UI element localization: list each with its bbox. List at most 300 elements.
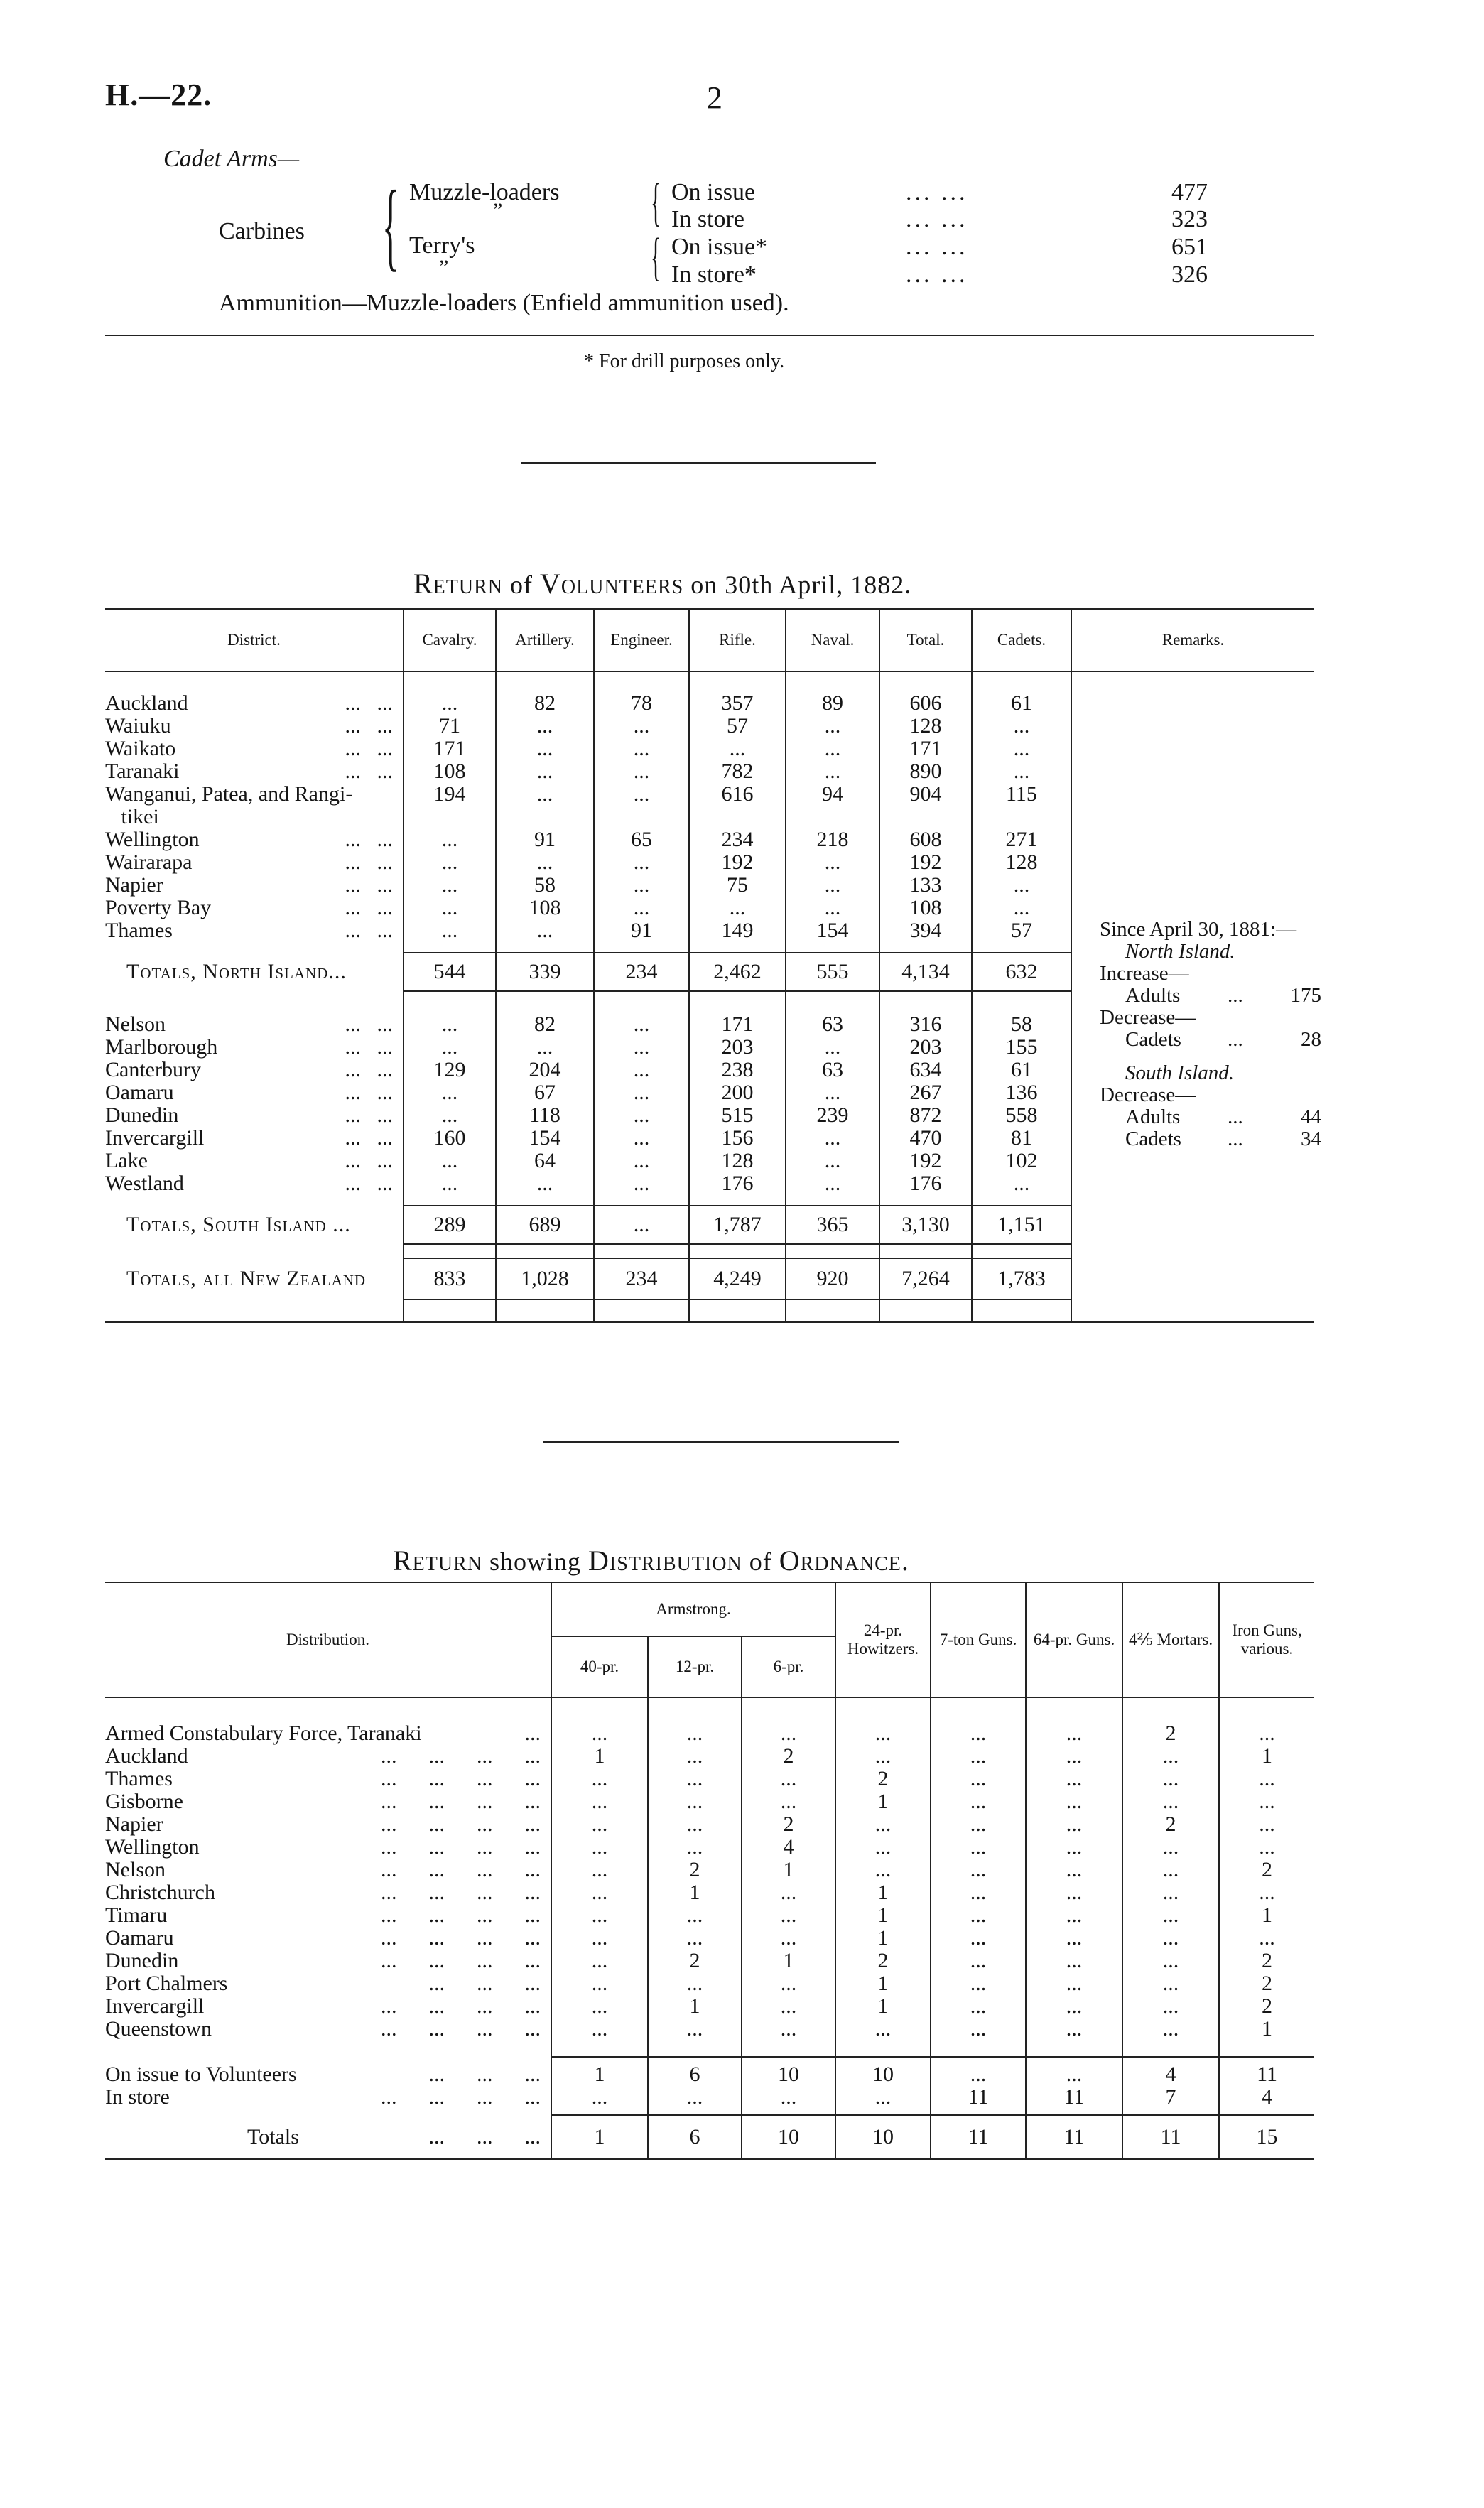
table-cell: ... <box>1122 1995 1219 2018</box>
table-cell: 11 <box>931 2086 1026 2109</box>
row-label: Invercargill <box>105 1126 205 1150</box>
table-cell: 128 <box>972 851 1071 874</box>
table-cell: ... <box>972 874 1071 897</box>
row-label-cell <box>105 2063 551 2086</box>
table-cell: ... <box>594 1036 689 1059</box>
table-cell: 1 <box>835 1790 931 1813</box>
dot-leader: ... ... ... ... <box>381 1949 541 1972</box>
row-label-cell <box>105 2018 551 2041</box>
table-cell: ... <box>404 874 496 897</box>
remarks-block <box>1100 918 1321 1150</box>
table-cell: ... <box>786 874 879 897</box>
table-row <box>105 1790 1314 1813</box>
remarks-cell <box>1071 1150 1314 1172</box>
row-label-cell <box>105 760 404 783</box>
table-cell: ... <box>1219 1813 1314 1836</box>
table-bottom-rule <box>105 2158 1314 2160</box>
table-cell: 606 <box>879 692 972 715</box>
spacer-row <box>105 671 1314 692</box>
row-label-cell <box>105 1995 551 2018</box>
totals-cell: 234 <box>594 953 689 991</box>
dot-leader: ... ... <box>345 1012 393 1036</box>
table-cell: ... <box>594 760 689 783</box>
table-cell: ... <box>931 2063 1026 2086</box>
table-cell: 890 <box>879 760 972 783</box>
table-cell: 194 <box>404 783 496 806</box>
totals-label: Totals, South Island ... <box>126 1213 351 1236</box>
page-number: 2 <box>707 80 722 115</box>
dot-leader: ... ... <box>345 1035 393 1059</box>
table-row <box>105 851 1314 874</box>
table-cell <box>972 806 1071 828</box>
table-cell: ... <box>594 1127 689 1150</box>
totals-row <box>105 2115 1314 2158</box>
totals-cell: 11 <box>1122 2115 1219 2158</box>
table-cell: ... <box>404 897 496 919</box>
table-cell <box>786 806 879 828</box>
table-cell: ... <box>648 1722 742 1745</box>
remarks-text: Adults <box>1125 1106 1181 1128</box>
row-label: In store <box>105 2085 170 2109</box>
totals-cell: 10 <box>835 2115 931 2158</box>
table-cell: ... <box>404 1081 496 1104</box>
table-cell: 78 <box>594 692 689 715</box>
table-cell: ... <box>931 1768 1026 1790</box>
table-cell: ... <box>496 783 594 806</box>
table-cell: ... <box>1219 1722 1314 1745</box>
table-cell: ... <box>786 1127 879 1150</box>
remarks-line <box>1100 1128 1321 1150</box>
table-row <box>105 715 1314 737</box>
table-cell: 2 <box>648 1950 742 1972</box>
remarks-cell <box>1071 737 1314 760</box>
totals-cell: 4,134 <box>879 953 972 991</box>
remarks-line <box>1100 1084 1313 1106</box>
table-cell: 7 <box>1122 2086 1219 2109</box>
table-cell: ... <box>931 1836 1026 1859</box>
carbine-count: 651 <box>1171 234 1208 260</box>
row-label: Poverty Bay <box>105 896 212 919</box>
title-word: of <box>510 571 534 599</box>
remarks-cell <box>1071 874 1314 897</box>
table-cell: 782 <box>689 760 786 783</box>
table-cell: ... <box>742 1768 835 1790</box>
spacer-row <box>105 1698 1314 1722</box>
table-cell: 133 <box>879 874 972 897</box>
table-cell: 316 <box>879 1013 972 1036</box>
table-cell: ... <box>835 1745 931 1768</box>
table-cell: 11 <box>1219 2063 1314 2086</box>
table-cell: 89 <box>786 692 879 715</box>
table-cell: ... <box>1026 1950 1122 1972</box>
table-cell: 94 <box>786 783 879 806</box>
table-cell: ... <box>496 919 594 942</box>
table-cell: 2 <box>1219 1972 1314 1995</box>
table-cell: ... <box>551 1813 648 1836</box>
col-header-distribution: Distribution. <box>286 1631 369 1648</box>
table-cell: 470 <box>879 1127 972 1150</box>
table-cell: ... <box>689 737 786 760</box>
table-cell: 872 <box>879 1104 972 1127</box>
table-cell: 192 <box>879 851 972 874</box>
table-row <box>105 1813 1314 1836</box>
table-cell <box>879 806 972 828</box>
table-cell: ... <box>835 1722 931 1745</box>
row-label: Lake <box>105 1149 148 1172</box>
table-cell: ... <box>496 1172 594 1195</box>
table-cell: ... <box>1026 1790 1122 1813</box>
table-cell: ... <box>551 1927 648 1950</box>
col-header-40pr: 40-pr. <box>551 1636 648 1697</box>
dot-leader: ... ... ... ... <box>381 1767 541 1790</box>
row-label-cell <box>105 874 404 897</box>
table-cell: 1 <box>835 1927 931 1950</box>
table-cell: ... <box>1219 1790 1314 1813</box>
ammunition-note: Ammunition—Muzzle-loaders (Enfield ammunition used). <box>219 290 789 316</box>
remarks-cell <box>1071 1206 1314 1244</box>
carbine-status: In store <box>671 206 744 232</box>
table-cell: ... <box>742 1722 835 1745</box>
table-cell: ... <box>594 874 689 897</box>
table-cell: ... <box>404 1150 496 1172</box>
table-cell: ... <box>786 897 879 919</box>
table-cell: 6 <box>648 2063 742 2086</box>
table-cell: ... <box>931 1745 1026 1768</box>
table-cell <box>594 806 689 828</box>
table-cell: ... <box>742 1972 835 1995</box>
row-label-cell <box>105 1813 551 1836</box>
remarks-text: Decrease— <box>1100 1083 1196 1106</box>
table-cell: ... <box>1122 2018 1219 2041</box>
small-brace: { <box>651 228 661 286</box>
table-cell <box>404 806 496 828</box>
table-cell: 11 <box>1026 2086 1122 2109</box>
table-cell: 1 <box>648 1881 742 1904</box>
table-cell: ... <box>404 1036 496 1059</box>
table-cell: ... <box>1219 1836 1314 1859</box>
spacer-row <box>105 1244 1314 1258</box>
table-cell: 1 <box>1219 1904 1314 1927</box>
col-header-iron-guns: Iron Guns, various. <box>1219 1583 1314 1697</box>
table-cell: 154 <box>786 919 879 942</box>
totals-cell: 7,264 <box>879 1258 972 1299</box>
table-cell: ... <box>594 737 689 760</box>
table-cell: 58 <box>496 874 594 897</box>
table-cell: ... <box>931 1950 1026 1972</box>
table-cell: 192 <box>689 851 786 874</box>
remarks-cell <box>1071 760 1314 783</box>
row-label-cell <box>105 897 404 919</box>
dot-leader: ... ... <box>345 896 393 919</box>
row-label: Oamaru <box>105 1081 174 1104</box>
table-cell: 108 <box>879 897 972 919</box>
table-cell: 71 <box>404 715 496 737</box>
table-cell: ... <box>404 1172 496 1195</box>
title-word: Ordnance. <box>779 1545 909 1577</box>
terrys-label: Terry's <box>409 232 475 259</box>
table-cell: ... <box>551 2018 648 2041</box>
table-cell: 91 <box>594 919 689 942</box>
table-cell: ... <box>648 2018 742 2041</box>
totals-cell: 544 <box>404 953 496 991</box>
totals-cell: 1,787 <box>689 1206 786 1244</box>
table-cell: ... <box>786 1172 879 1195</box>
table-cell: ... <box>931 1790 1026 1813</box>
table-cell: 10 <box>742 2063 835 2086</box>
dot-leader: ... ... ... <box>428 1972 541 1995</box>
table-cell: ... <box>1219 1768 1314 1790</box>
row-label: Wairarapa <box>105 850 193 874</box>
table-row <box>105 874 1314 897</box>
totals-label: Totals, all New Zealand <box>126 1267 367 1290</box>
table-cell: 1 <box>835 1881 931 1904</box>
dot-leader: ... ... <box>345 691 393 715</box>
table-cell: ... <box>1122 1790 1219 1813</box>
table-cell: ... <box>496 851 594 874</box>
row-label: Christchurch <box>105 1881 215 1904</box>
table-cell: 61 <box>972 692 1071 715</box>
row-label: On issue to Volunteers <box>105 2063 297 2086</box>
row-label: Napier <box>105 873 163 897</box>
table-cell: 4 <box>1122 2063 1219 2086</box>
totals-cell: 1,028 <box>496 1258 594 1299</box>
table-cell: ... <box>1122 1859 1219 1881</box>
table-cell: 1 <box>1219 1745 1314 1768</box>
ordnance-title <box>393 1544 909 1577</box>
volunteers-table-wrap <box>105 608 1321 1323</box>
dot-leader: ... ... ... ... <box>381 1994 541 2018</box>
table-cell: 357 <box>689 692 786 715</box>
remarks-line <box>1100 1062 1313 1084</box>
col-header-mortars: 4⅖ Mortars. <box>1122 1583 1219 1697</box>
remarks-line <box>1100 1106 1321 1128</box>
table-cell: ... <box>931 1995 1026 2018</box>
table-row <box>105 1722 1314 1745</box>
ditto-mark: ” <box>493 199 503 222</box>
table-cell: 108 <box>404 760 496 783</box>
row-label-cell <box>105 828 404 851</box>
row-label-cell <box>105 851 404 874</box>
table-cell: ... <box>931 1927 1026 1950</box>
table-cell: 82 <box>496 692 594 715</box>
col-header-naval: Naval. <box>786 610 879 671</box>
cadet-arms-title: Cadet Arms— <box>163 146 300 172</box>
remarks-line <box>1100 919 1313 941</box>
table-cell: ... <box>786 737 879 760</box>
table-cell: ... <box>648 1972 742 1995</box>
spacer-row <box>105 2041 1314 2057</box>
row-label: Invercargill <box>105 1994 205 2018</box>
table-cell: ... <box>551 1881 648 1904</box>
row-label: Wellington <box>105 828 200 851</box>
table-row <box>105 1950 1314 1972</box>
table-cell: ... <box>1026 1813 1122 1836</box>
row-label: Wanganui, Patea, and Rangi- <box>105 782 353 806</box>
totals-cell: 3,130 <box>879 1206 972 1244</box>
row-label: Thames <box>105 919 173 942</box>
volunteers-title <box>413 567 911 600</box>
remarks-value: 44 <box>1301 1106 1321 1128</box>
table-cell: ... <box>786 1036 879 1059</box>
row-label-cell <box>105 715 404 737</box>
row-label: Dunedin <box>105 1103 179 1127</box>
table-cell: 171 <box>689 1013 786 1036</box>
table-cell: ... <box>551 2086 648 2109</box>
carbine-count: 477 <box>1171 179 1208 205</box>
col-header-rifle: Rifle. <box>689 610 786 671</box>
table-cell: 1 <box>551 2063 648 2086</box>
totals-row <box>105 1258 1314 1299</box>
table-row <box>105 1972 1314 1995</box>
table-cell: ... <box>742 1881 835 1904</box>
table-cell: ... <box>786 715 879 737</box>
table-cell: 1 <box>648 1995 742 2018</box>
table-cell <box>496 806 594 828</box>
table-cell: ... <box>1026 2063 1122 2086</box>
table-cell: 2 <box>742 1745 835 1768</box>
title-word: Return <box>413 568 504 600</box>
table-row <box>105 1927 1314 1950</box>
totals-cell: 339 <box>496 953 594 991</box>
table-cell: ... <box>648 1904 742 1927</box>
table-cell: ... <box>1122 1836 1219 1859</box>
row-label: Wellington <box>105 1835 200 1859</box>
table-cell: 238 <box>689 1059 786 1081</box>
col-header-armstrong: Armstrong. <box>551 1583 835 1636</box>
table-cell: ... <box>551 1768 648 1790</box>
row-label: Dunedin <box>105 1949 179 1972</box>
row-label: Auckland <box>105 691 188 715</box>
table-row <box>105 1995 1314 2018</box>
footnote: * For drill purposes only. <box>584 350 785 372</box>
table-row <box>105 737 1314 760</box>
table-cell: ... <box>742 1790 835 1813</box>
dot-leader: ... <box>1228 1128 1243 1150</box>
table-cell: ... <box>835 1859 931 1881</box>
table-cell: 64 <box>496 1150 594 1172</box>
table-cell: ... <box>551 1859 648 1881</box>
remarks-line <box>1100 1007 1313 1029</box>
table-cell: ... <box>1026 1859 1122 1881</box>
spacer-row <box>105 2109 1314 2115</box>
table-cell: 102 <box>972 1150 1071 1172</box>
dot-leader: ... ... <box>345 919 393 942</box>
col-header-total: Total. <box>879 610 972 671</box>
table-cell: ... <box>931 1859 1026 1881</box>
table-cell: 81 <box>972 1127 1071 1150</box>
table-cell: 136 <box>972 1081 1071 1104</box>
row-label-cell <box>105 1790 551 1813</box>
row-label: tikei <box>105 805 159 828</box>
remarks-line <box>1100 941 1313 963</box>
table-row <box>105 1881 1314 1904</box>
header-row <box>105 1583 1314 1636</box>
col-header-engineer: Engineer. <box>594 610 689 671</box>
table-cell: 2 <box>1219 1995 1314 2018</box>
table-cell: ... <box>1122 1950 1219 1972</box>
table-cell: ... <box>1026 2018 1122 2041</box>
table-cell: ... <box>742 1927 835 1950</box>
table-cell: 2 <box>1219 1859 1314 1881</box>
table-cell: ... <box>742 1904 835 1927</box>
table-cell <box>689 806 786 828</box>
table-cell: ... <box>594 1172 689 1195</box>
table-cell: ... <box>972 737 1071 760</box>
table-cell: 2 <box>835 1768 931 1790</box>
table-cell: ... <box>594 1150 689 1172</box>
table-cell: ... <box>972 897 1071 919</box>
table-cell: ... <box>404 1104 496 1127</box>
col-header-artillery: Artillery. <box>496 610 594 671</box>
table-row <box>105 1836 1314 1859</box>
table-cell: ... <box>1026 1904 1122 1927</box>
table-cell: 192 <box>879 1150 972 1172</box>
col-header-district: District. <box>105 610 404 671</box>
totals-label: Totals, North Island... <box>126 960 347 983</box>
totals-cell: 234 <box>594 1258 689 1299</box>
table-cell: 204 <box>496 1059 594 1081</box>
dot-leader: ... ... <box>345 850 393 874</box>
table-cell: 155 <box>972 1036 1071 1059</box>
row-label-cell <box>105 1081 404 1104</box>
table-cell: 616 <box>689 783 786 806</box>
title-word: of <box>749 1547 772 1576</box>
table-cell: ... <box>931 1972 1026 1995</box>
table-cell: 2 <box>1219 1950 1314 1972</box>
table-cell: ... <box>551 1972 648 1995</box>
table-cell: ... <box>1026 1836 1122 1859</box>
table-cell: 128 <box>689 1150 786 1172</box>
totals-cell: 632 <box>972 953 1071 991</box>
remarks-text: Since April 30, 1881:— <box>1100 918 1297 941</box>
totals-cell: 689 <box>496 1206 594 1244</box>
totals-cell: 11 <box>1026 2115 1122 2158</box>
table-cell: 634 <box>879 1059 972 1081</box>
row-label: Gisborne <box>105 1790 183 1813</box>
row-label: Nelson <box>105 1012 166 1036</box>
small-brace: { <box>651 173 661 232</box>
row-label-cell <box>105 1972 551 1995</box>
table-cell: ... <box>1122 1881 1219 1904</box>
dot-leader: ... ... ... ... <box>381 1790 541 1813</box>
table-cell: 61 <box>972 1059 1071 1081</box>
table-row <box>105 897 1314 919</box>
remarks-text: Adults <box>1125 984 1181 1007</box>
table-cell: ... <box>551 1995 648 2018</box>
remarks-line <box>1100 984 1321 1007</box>
table-cell: 1 <box>742 1950 835 1972</box>
dot-leader: ... ... <box>345 1103 393 1127</box>
table-cell: ... <box>835 1813 931 1836</box>
row-label-cell <box>105 1950 551 1972</box>
table-row <box>105 2018 1314 2041</box>
table-cell: ... <box>551 1904 648 1927</box>
table-cell: ... <box>594 1013 689 1036</box>
dot-leader: ... ... ... ... <box>381 1903 541 1927</box>
table-cell: ... <box>594 1059 689 1081</box>
table-cell: ... <box>404 692 496 715</box>
table-cell: ... <box>594 715 689 737</box>
col-header-12pr: 12-pr. <box>648 1636 742 1697</box>
totals-cell: 1,151 <box>972 1206 1071 1244</box>
table-cell: 149 <box>689 919 786 942</box>
row-label-cell <box>105 1104 404 1127</box>
ordnance-table-wrap <box>105 1582 1314 2160</box>
totals-cell: 920 <box>786 1258 879 1299</box>
row-label: Auckland <box>105 1744 188 1768</box>
remarks-text: North Island. <box>1125 940 1235 963</box>
row-label: Westland <box>105 1172 184 1195</box>
